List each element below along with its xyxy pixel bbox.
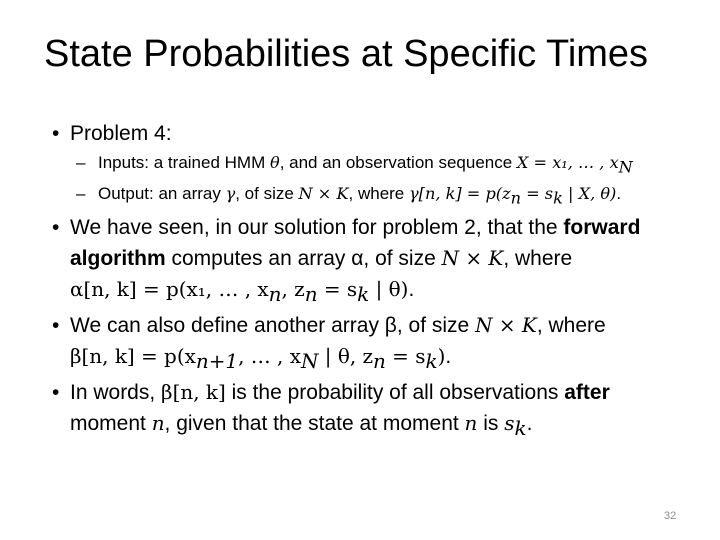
bullet-bold-text: algorithm [70,246,166,270]
bullet-marker: • [52,215,60,239]
math-beta-def: ) [437,343,446,368]
sub-text: . [616,184,622,204]
math-beta-def: , … , x [238,343,301,368]
sub-text: Inputs: a trained HMM [98,153,270,172]
math-theta: θ [269,153,280,172]
dash-marker: – [76,153,86,172]
sub-text: , of size [235,184,299,204]
math-size: N × K [298,184,349,204]
slide-body [52,118,692,444]
bullet-text: Problem 4: [70,122,172,145]
dash-marker: – [76,184,86,204]
bullet-text: , where [503,246,573,270]
math-subscript: n+1 [195,349,239,374]
bullet-text: . [408,277,415,301]
bullet-marker: • [52,313,60,337]
bullet-bold-text: after [564,381,610,405]
bullet-text: , where [536,313,606,337]
math-subscript: n [510,188,522,208]
math-gamma-def: = s [521,184,554,204]
bullet-in-words [52,377,692,444]
math-sequence: X = x₁, … , x [516,153,619,172]
math-gamma-def: | X, θ) [562,184,617,204]
math-gamma: γ [225,184,236,204]
math-beta-entry: β[n, k] [161,380,226,405]
bullet-beta-array [52,310,692,377]
bullet-marker: • [52,122,60,145]
math-subscript: N [618,157,633,177]
math-alpha-def: = s [317,276,358,301]
bullet-text: . [526,412,533,436]
math-subscript: k [553,188,563,208]
bullet-forward-algorithm [52,212,692,310]
math-size: N × K [441,245,504,270]
math-size: N × K [475,312,537,337]
math-gamma-def: γ[n, k] = p(z [409,184,511,204]
math-state: s [504,411,515,436]
bullet-text: We have seen, in our solution for problem 2, that the [70,215,564,239]
sub-text: , where [348,184,409,204]
bullet-text: moment [70,412,152,436]
sub-text: Output: an array [98,184,226,204]
math-n: n [464,411,478,436]
math-beta-def: = s [385,343,426,368]
page-number: 32 [664,510,677,522]
bullet-text: We can also define another array β, of size [70,313,476,337]
bullet-text: is the probability of all observations [225,381,565,405]
math-subscript: n [268,281,282,306]
math-alpha-def: α[n, k] = p(x₁, … , x [70,276,269,301]
math-subscript: k [357,281,370,306]
math-alpha-def: | θ) [369,276,409,301]
math-subscript: N [300,349,319,374]
math-subscript: k [425,349,438,374]
math-subscript: n [304,281,318,306]
bullet-marker: • [52,381,60,405]
sub-text: , and an observation sequence [279,153,517,172]
slide-title: State Probabilities at Specific Times [44,33,649,75]
math-beta-def: | θ, z [318,343,373,368]
bullet-text: computes an array α, of size [165,246,442,270]
bullet-bold-text: forward [563,215,641,239]
bullet-problem-4 [52,118,692,149]
bullet-text: . [445,344,452,368]
bullet-text: , given that the state at moment [164,412,465,436]
math-n: n [151,411,165,436]
math-subscript: n [373,349,386,374]
sub-bullet-output [52,180,692,211]
math-alpha-def: , z [281,276,305,301]
math-subscript: k [514,416,527,441]
bullet-text: is [477,412,505,436]
bullet-text: In words, [70,381,162,405]
sub-bullet-inputs [52,149,692,180]
math-beta-def: β[n, k] = p(x [70,343,196,368]
